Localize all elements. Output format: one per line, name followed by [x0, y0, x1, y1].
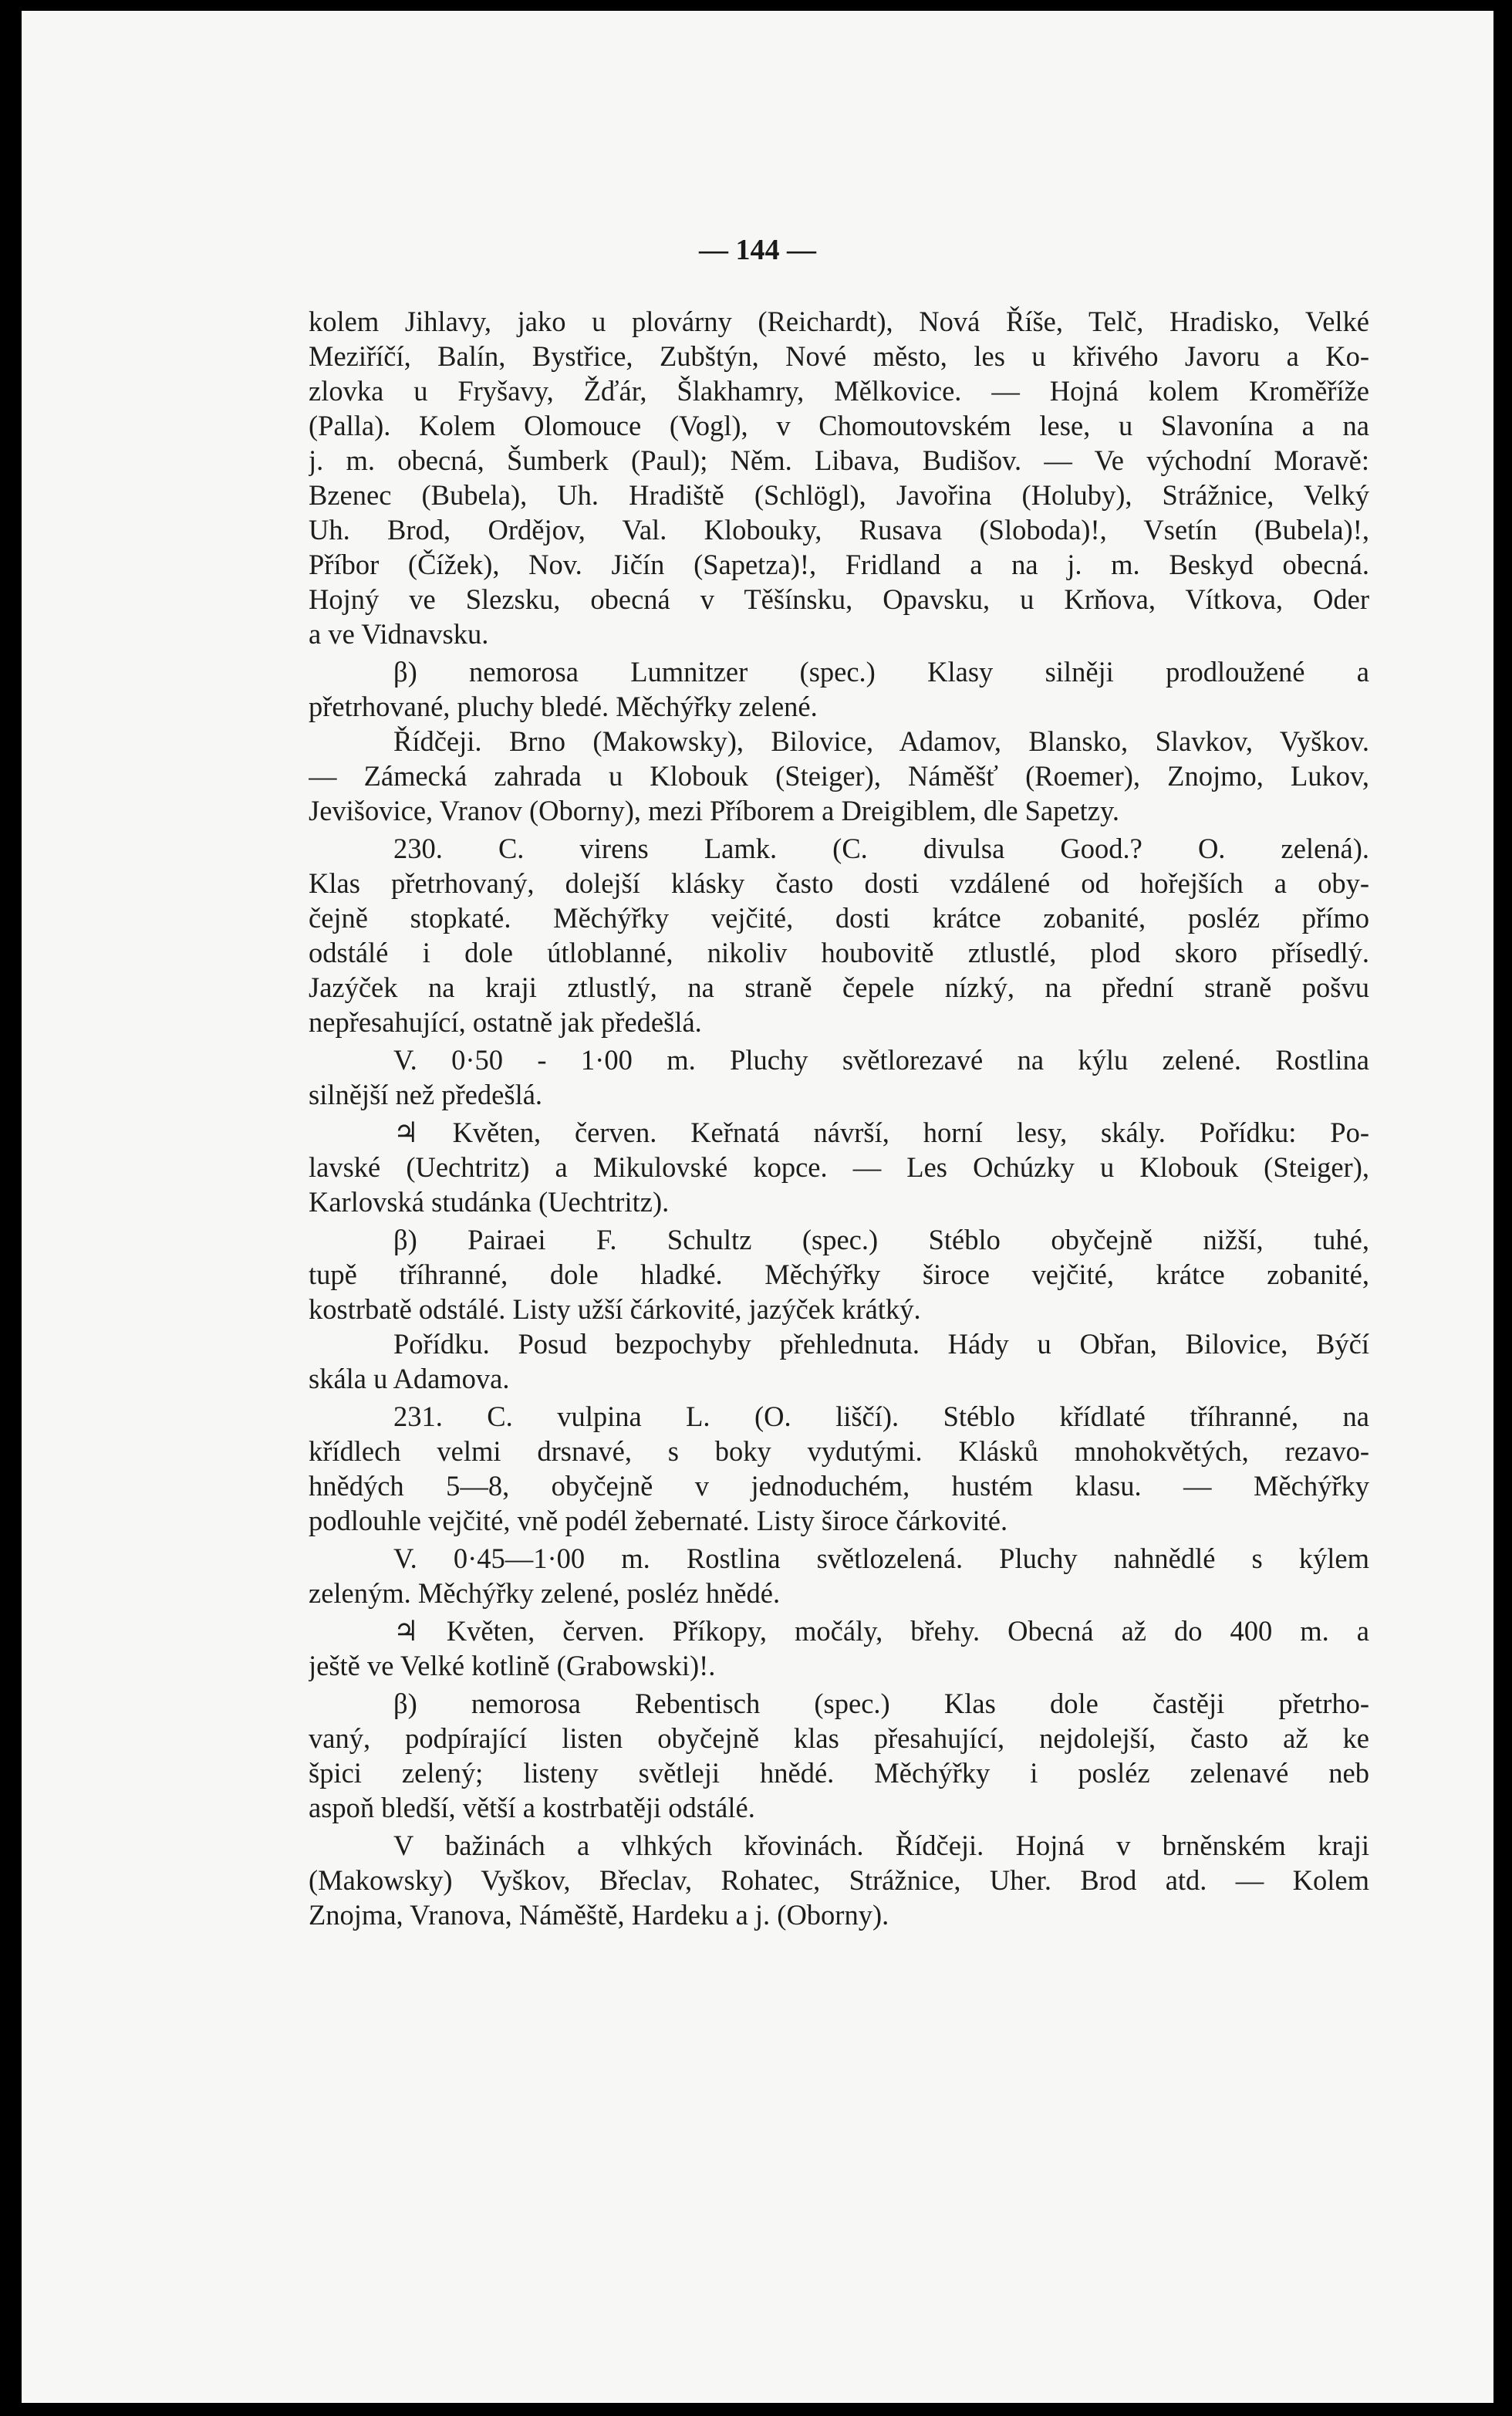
- text-line: ♃ Květen, červen. Příkopy, močály, břehy. Obecná až do 400 m. a: [393, 1615, 1369, 1647]
- text-line: 231. C. vulpina L. (O. liščí). Stéblo křídlaté tříhranné, na: [393, 1401, 1369, 1432]
- text-line: tupě tříhranné, dole hladké. Měchýřky široce vejčité, krátce zobanité,: [309, 1259, 1369, 1290]
- text-line: silnější než předešlá.: [309, 1079, 543, 1110]
- text-line: Jazýček na kraji ztlustlý, na straně čepele nízký, na přední straně pošvu: [309, 971, 1369, 1003]
- text-line: křídlech velmi drsnavé, s boky vydutými. Klásků mnohokvětých, rezavo-: [309, 1435, 1369, 1467]
- text-line: vaný, podpírající listen obyčejně klas přesahující, nejdolejší, často až ke: [309, 1722, 1369, 1754]
- body-text: [309, 304, 1369, 1932]
- text-line: 230. C. virens Lamk. (C. divulsa Good.? O. zelená).: [393, 833, 1369, 864]
- text-line: Pořídku. Posud bezpochyby přehlednuta. Hády u Obřan, Bilovice, Býčí: [393, 1328, 1369, 1360]
- text-line: Uh. Brod, Ordějov, Val. Klobouky, Rusava (Sloboda)!, Vsetín (Bubela)!,: [309, 514, 1369, 546]
- text-line: přetrhované, pluchy bledé. Měchýřky zelené.: [309, 691, 818, 722]
- text-line: nepřesahující, ostatně jak předešlá.: [309, 1006, 702, 1038]
- text-line: j. m. obecná, Šumberk (Paul); Něm. Libava, Budišov. — Ve východní Moravě:: [309, 444, 1369, 476]
- text-line: odstálé i dole útloblanné, nikoliv houbovitě ztlustlé, plod skoro přísedlý.: [309, 937, 1369, 968]
- text-line: lavské (Uechtritz) a Mikulovské kopce. — Les Ochúzky u Klobouk (Steiger),: [309, 1151, 1369, 1183]
- text-line: Příbor (Čížek), Nov. Jičín (Sapetza)!, Fridland a na j. m. Beskyd obecná.: [309, 549, 1369, 580]
- text-line: (Palla). Kolem Olomouce (Vogl), v Chomoutovském lese, u Slavonína a na: [309, 410, 1369, 441]
- text-line: podlouhle vejčité, vně podél žebernaté. Listy široce čárkovité.: [309, 1505, 1008, 1536]
- text-line: ještě ve Velké kotlině (Grabowski)!.: [309, 1650, 716, 1681]
- text-line: hnědých 5—8, obyčejně v jednoduchém, hustém klasu. — Měchýřky: [309, 1470, 1369, 1502]
- book-page: [22, 11, 1493, 2403]
- text-line: Bzenec (Bubela), Uh. Hradiště (Schlögl), Javořina (Holuby), Strážnice, Velký: [309, 479, 1369, 511]
- text-line: Znojma, Vranova, Náměště, Hardeku a j. (Oborny).: [309, 1899, 889, 1931]
- text-line: β) nemorosa Rebentisch (spec.) Klas dole častěji přetrho-: [393, 1688, 1369, 1719]
- text-line: V bažinách a vlhkých křovinách. Řídčeji. Hojná v brněnském kraji: [393, 1830, 1369, 1861]
- text-line: a ve Vidnavsku.: [309, 618, 489, 650]
- text-line: zeleným. Měchýřky zelené, posléz hnědé.: [309, 1577, 781, 1609]
- text-line: aspoň bledší, větší a kostrbatěji odstálé.: [309, 1792, 755, 1823]
- text-line: — Zámecká zahrada u Klobouk (Steiger), Náměšť (Roemer), Znojmo, Lukov,: [309, 760, 1369, 792]
- text-line: skála u Adamova.: [309, 1363, 510, 1394]
- page-number: — 144 —: [699, 234, 816, 266]
- text-line: β) Pairaei F. Schultz (spec.) Stéblo obyčejně nižší, tuhé,: [393, 1224, 1369, 1255]
- text-line: ♃ Květen, červen. Keřnatá návrší, horní lesy, skály. Pořídku: Po-: [393, 1117, 1369, 1148]
- text-line: kostrbatě odstálé. Listy užší čárkovité, jazýček krátký.: [309, 1293, 921, 1325]
- text-line: čejně stopkaté. Měchýřky vejčité, dosti krátce zobanité, posléz přímo: [309, 902, 1369, 934]
- text-line: Meziříčí, Balín, Bystřice, Zubštýn, Nové město, les u křivého Javoru a Ko-: [309, 340, 1369, 372]
- text-line: β) nemorosa Lumnitzer (spec.) Klasy silněji prodloužené a: [393, 656, 1369, 688]
- text-line: V. 0·45—1·00 m. Rostlina světlozelená. Pluchy nahnědlé s kýlem: [393, 1543, 1369, 1574]
- text-line: Řídčeji. Brno (Makowsky), Bilovice, Adamov, Blansko, Slavkov, Vyškov.: [393, 725, 1369, 757]
- text-line: kolem Jihlavy, jako u plovárny (Reichardt), Nová Říše, Telč, Hradisko, Velké: [309, 306, 1369, 337]
- text-line: V. 0·50 - 1·00 m. Pluchy světlorezavé na kýlu zelené. Rostlina: [393, 1044, 1369, 1076]
- text-line: Klas přetrhovaný, dolejší klásky často dosti vzdálené od hořejších a oby-: [309, 867, 1369, 899]
- text-line: Hojný ve Slezsku, obecná v Těšínsku, Opavsku, u Krňova, Vítkova, Oder: [309, 583, 1369, 615]
- text-line: špici zelený; listeny světleji hnědé. Měchýřky i posléz zelenavé neb: [309, 1757, 1369, 1789]
- text-line: zlovka u Fryšavy, Žďár, Šlakhamry, Mělkovice. — Hojná kolem Kroměříže: [309, 375, 1369, 407]
- text-line: Karlovská studánka (Uechtritz).: [309, 1186, 670, 1218]
- text-line: (Makowsky) Vyškov, Břeclav, Rohatec, Strážnice, Uher. Brod atd. — Kolem: [309, 1864, 1369, 1896]
- text-line: Jevišovice, Vranov (Oborny), mezi Příborem a Dreigiblem, dle Sapetzy.: [309, 795, 1119, 826]
